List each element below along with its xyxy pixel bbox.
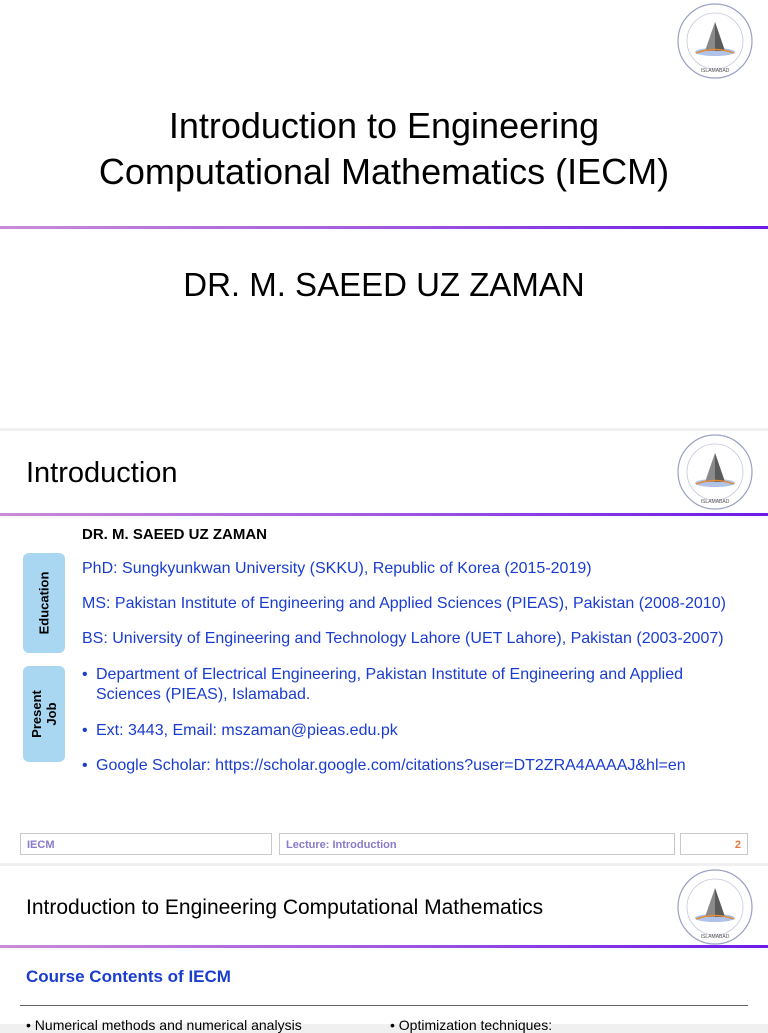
course-item: • Optimization techniques: [390, 1017, 553, 1033]
education-phd: PhD: Sungkyunkwan University (SKKU), Republic of Korea (2015-2019) [82, 560, 592, 577]
divider-line [0, 226, 768, 229]
job-scholar: • Google Scholar: https://scholar.google.com/citations?user=DT2ZRA4AAAAJ&hl=en [82, 756, 732, 776]
institute-logo [676, 2, 754, 80]
presentation-title [0, 103, 768, 195]
job-department: • Department of Electrical Engineering, Pakistan Institute of Engineering and Applied Sciences (PIEAS), Islamabad. [82, 666, 684, 703]
content-divider [20, 1005, 748, 1006]
education-ms: MS: Pakistan Institute of Engineering and Applied Sciences (PIEAS), Pakistan (2008-2010) [82, 595, 726, 612]
svg-text:ISLAMABAD: ISLAMABAD [700, 68, 730, 74]
course-slide [0, 866, 768, 1033]
svg-text:ISLAMABAD: ISLAMABAD [700, 934, 730, 940]
slide-heading: Introduction [26, 457, 178, 489]
title-line-2: Computational Mathematics (IECM) [98, 151, 670, 192]
footer-page-number: 2 [680, 833, 748, 855]
job-contact: • Ext: 3443, Email: mszaman@pieas.edu.pk [82, 721, 732, 741]
author-name: DR. M. SAEED UZ ZAMAN [183, 266, 585, 303]
course-item: • Numerical methods and numerical analysis [26, 1017, 302, 1033]
email-link[interactable]: Ext: 3443, Email: mszaman@pieas.edu.pk [96, 722, 398, 739]
footer-lecture: Lecture: Introduction [279, 833, 675, 855]
education-label: Education [23, 553, 65, 653]
education-bs: BS: University of Engineering and Technology Lahore (UET Lahore), Pakistan (2003-2007) [82, 630, 724, 647]
institute-logo [676, 868, 754, 946]
svg-text:ISLAMABAD: ISLAMABAD [700, 499, 730, 505]
course-contents-title: Course Contents of IECM [26, 967, 231, 986]
divider-line [0, 945, 768, 948]
present-job-label: Present Job [23, 666, 65, 762]
institute-logo [676, 433, 754, 511]
footer-course: IECM [20, 833, 272, 855]
introduction-slide [0, 431, 768, 863]
divider-line [0, 513, 768, 516]
slide-heading: Introduction to Engineering Computational Mathematics [26, 896, 544, 919]
lecturer-name: DR. M. SAEED UZ ZAMAN [82, 526, 267, 543]
scholar-link[interactable]: Google Scholar: https://scholar.google.com/citations?user=DT2ZRA4AAAAJ&hl=en [96, 757, 686, 774]
title-line-1: Introduction to Engineering [168, 105, 600, 146]
title-slide [0, 0, 768, 428]
